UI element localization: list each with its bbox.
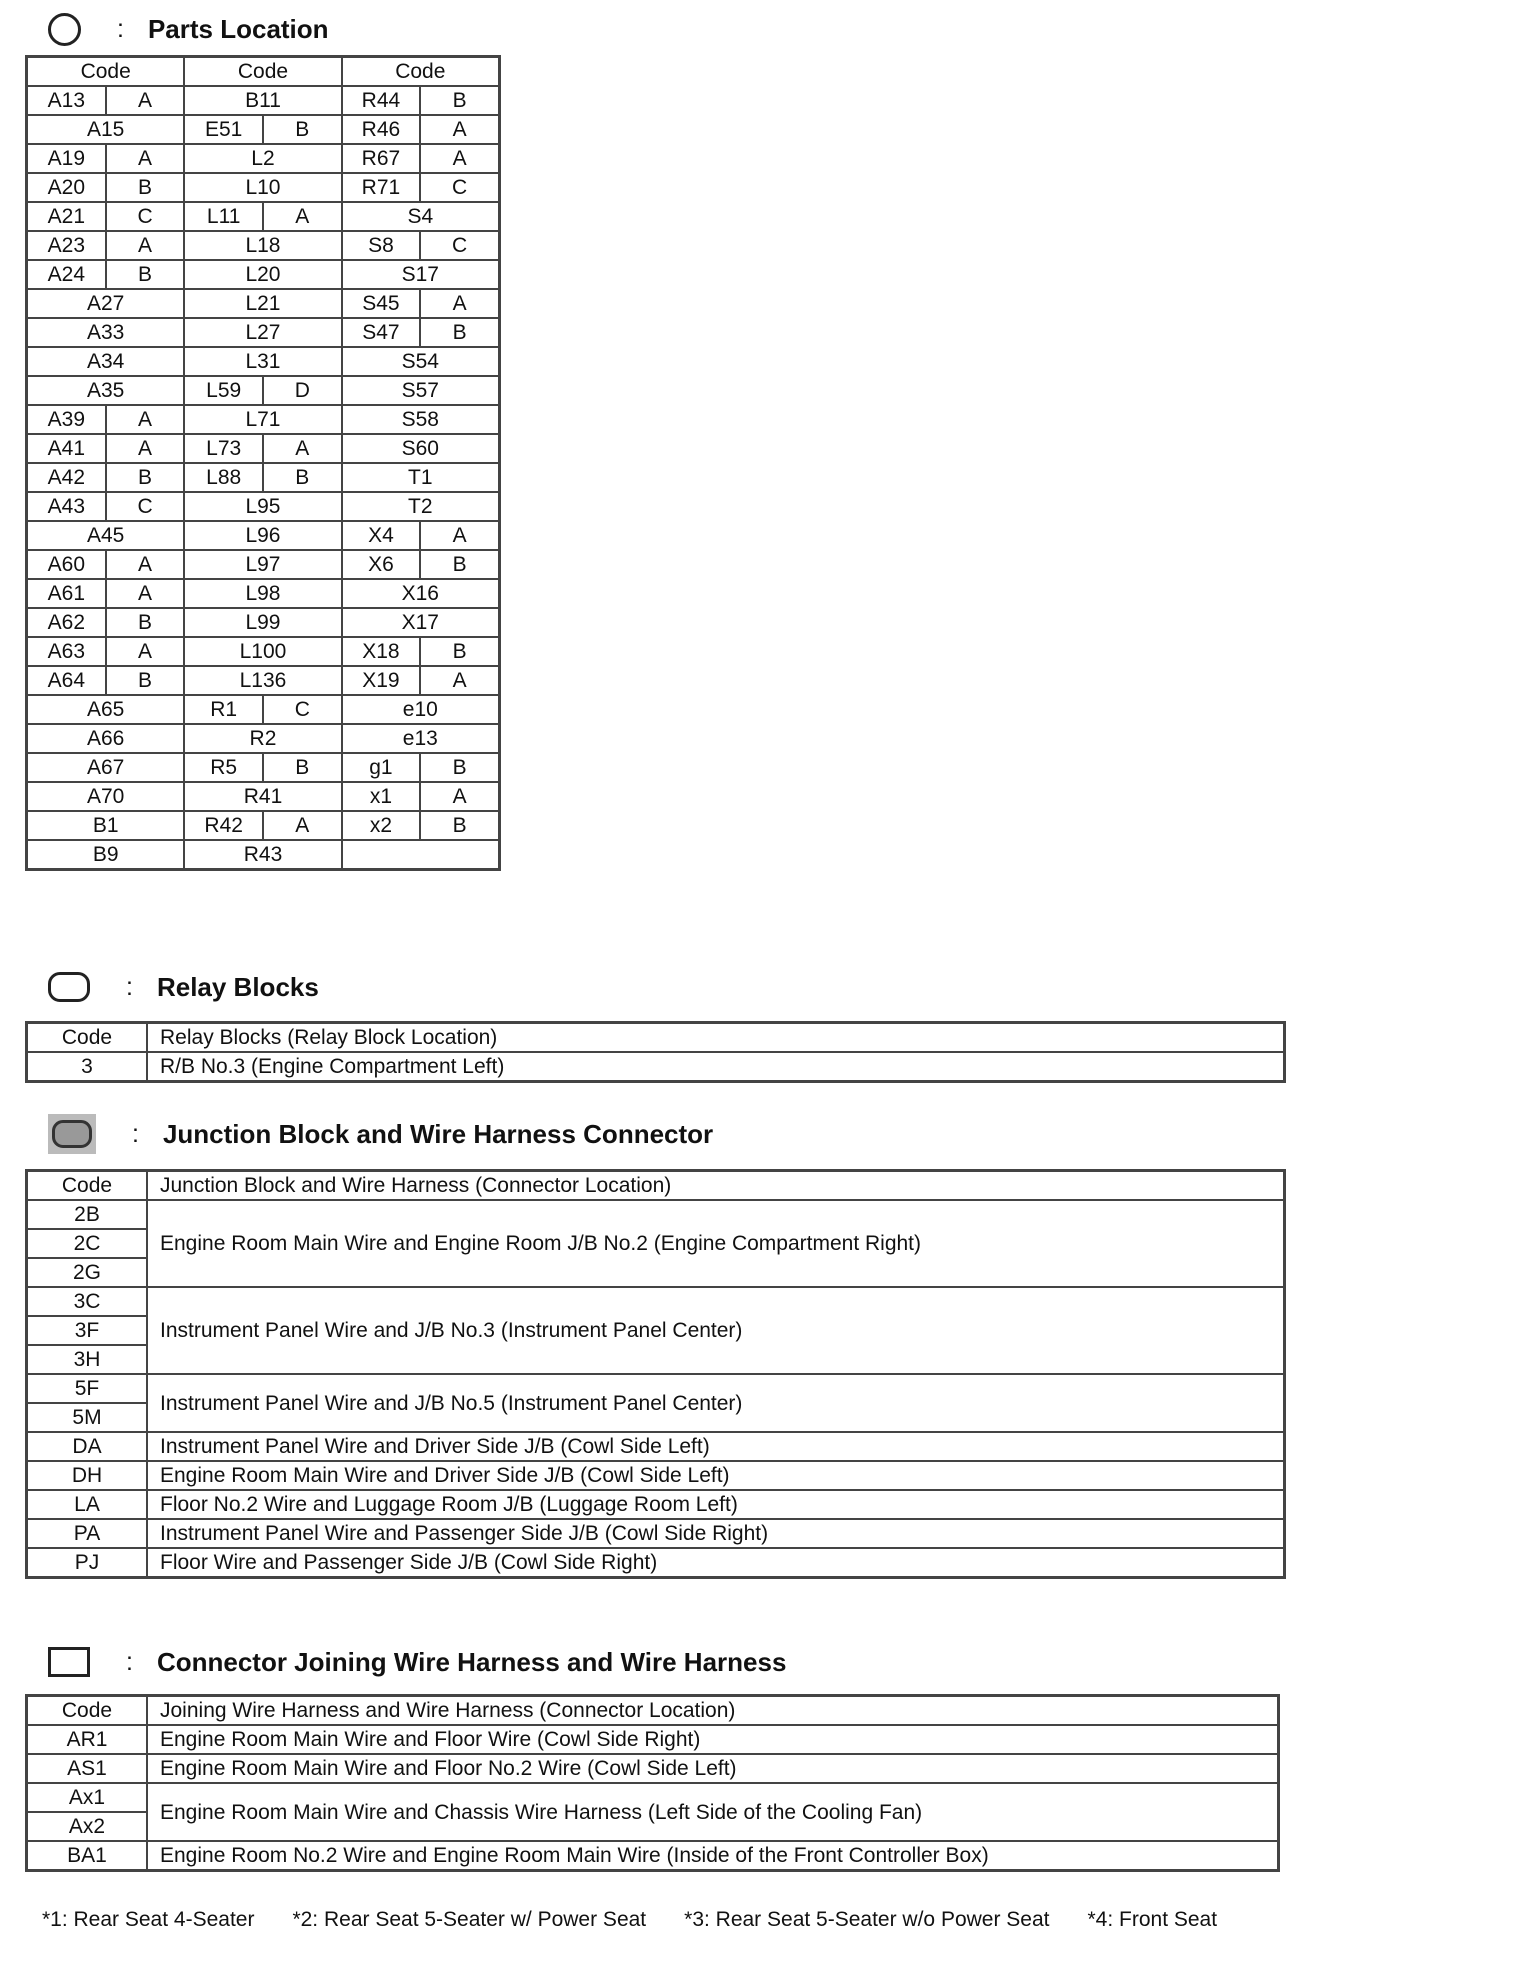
part-location-letter-cell: B bbox=[420, 637, 499, 666]
part-code-cell: L73 bbox=[184, 434, 263, 463]
parts-location-table bbox=[25, 55, 501, 871]
part-code-cell: A61 bbox=[27, 579, 106, 608]
part-code-cell: L2 bbox=[184, 144, 341, 173]
table-row bbox=[27, 724, 500, 753]
part-code-cell: L99 bbox=[184, 608, 341, 637]
part-location-letter-cell: A bbox=[420, 782, 499, 811]
location-column-header: Relay Blocks (Relay Block Location) bbox=[147, 1023, 1285, 1053]
location-description-cell: Floor Wire and Passenger Side J/B (Cowl Side Right) bbox=[147, 1548, 1285, 1578]
junction-block-table bbox=[25, 1169, 1286, 1579]
part-location-letter-cell: B bbox=[106, 463, 185, 492]
part-code-cell: S8 bbox=[342, 231, 421, 260]
part-code-cell: A21 bbox=[27, 202, 106, 231]
location-description-cell: Floor No.2 Wire and Luggage Room J/B (Luggage Room Left) bbox=[147, 1490, 1285, 1519]
part-code-cell: A33 bbox=[27, 318, 185, 347]
table-row bbox=[27, 1052, 1285, 1082]
table-row bbox=[27, 579, 500, 608]
part-code-cell: L11 bbox=[184, 202, 263, 231]
part-code-cell: A70 bbox=[27, 782, 185, 811]
footnotes bbox=[42, 1908, 1217, 1932]
part-code-cell: L27 bbox=[184, 318, 341, 347]
part-code-cell: S57 bbox=[342, 376, 500, 405]
part-location-letter-cell: B bbox=[106, 666, 185, 695]
table-row bbox=[27, 753, 500, 782]
location-description-cell: R/B No.3 (Engine Compartment Left) bbox=[147, 1052, 1285, 1082]
part-code-cell: S47 bbox=[342, 318, 421, 347]
part-location-letter-cell: A bbox=[263, 202, 342, 231]
table-row bbox=[27, 695, 500, 724]
code-cell: BA1 bbox=[27, 1841, 148, 1871]
part-code-cell: S54 bbox=[342, 347, 500, 376]
table-row bbox=[27, 608, 500, 637]
part-location-letter-cell: A bbox=[106, 86, 185, 115]
table-row bbox=[27, 811, 500, 840]
junction-block-symbol-icon bbox=[48, 1114, 96, 1154]
part-code-cell: E51 bbox=[184, 115, 263, 144]
location-description-cell: Instrument Panel Wire and J/B No.5 (Instrument Panel Center) bbox=[147, 1374, 1285, 1432]
part-location-letter-cell: A bbox=[420, 289, 499, 318]
part-location-letter-cell: A bbox=[420, 521, 499, 550]
part-code-cell: R46 bbox=[342, 115, 421, 144]
table-row bbox=[27, 1754, 1279, 1783]
part-code-cell: R71 bbox=[342, 173, 421, 202]
part-code-cell: A24 bbox=[27, 260, 106, 289]
table-row bbox=[27, 347, 500, 376]
part-code-cell: A60 bbox=[27, 550, 106, 579]
part-code-cell: L21 bbox=[184, 289, 341, 318]
part-location-letter-cell: B bbox=[420, 811, 499, 840]
part-code-cell: L71 bbox=[184, 405, 341, 434]
code-column-header: Code bbox=[27, 57, 185, 87]
code-cell: AR1 bbox=[27, 1725, 148, 1754]
part-code-cell: L98 bbox=[184, 579, 341, 608]
part-code-cell: L136 bbox=[184, 666, 341, 695]
junction-section-header: : Junction Block and Wire Harness Connector bbox=[48, 1114, 713, 1154]
part-code-cell: R1 bbox=[184, 695, 263, 724]
code-cell: Ax1 bbox=[27, 1783, 148, 1812]
part-code-cell: A67 bbox=[27, 753, 185, 782]
table-row bbox=[27, 550, 500, 579]
table-row bbox=[27, 463, 500, 492]
code-cell: 2G bbox=[27, 1258, 148, 1287]
part-code-cell: R44 bbox=[342, 86, 421, 115]
code-cell: 3H bbox=[27, 1345, 148, 1374]
part-code-cell: R67 bbox=[342, 144, 421, 173]
part-code-cell: L18 bbox=[184, 231, 341, 260]
relay-section-title: Relay Blocks bbox=[156, 971, 319, 1002]
part-code-cell: A42 bbox=[27, 463, 106, 492]
part-location-letter-cell: C bbox=[106, 492, 185, 521]
table-row bbox=[27, 666, 500, 695]
part-location-letter-cell: C bbox=[420, 173, 499, 202]
part-code-cell: R41 bbox=[184, 782, 341, 811]
part-location-letter-cell: B bbox=[420, 318, 499, 347]
table-row bbox=[27, 405, 500, 434]
table-row bbox=[27, 840, 500, 870]
part-code-cell: X17 bbox=[342, 608, 500, 637]
part-code-cell: e10 bbox=[342, 695, 500, 724]
part-code-cell: L97 bbox=[184, 550, 341, 579]
part-code-cell: T2 bbox=[342, 492, 500, 521]
table-row bbox=[27, 492, 500, 521]
footnote: *4: Front Seat bbox=[1087, 1908, 1218, 1931]
part-code-cell: A19 bbox=[27, 144, 106, 173]
code-cell: 5F bbox=[27, 1374, 148, 1403]
table-row bbox=[27, 86, 500, 115]
part-code-cell: S45 bbox=[342, 289, 421, 318]
relay-blocks-table bbox=[25, 1021, 1286, 1083]
code-cell: DA bbox=[27, 1432, 148, 1461]
table-row bbox=[27, 1841, 1279, 1871]
part-code-cell: X19 bbox=[342, 666, 421, 695]
part-code-cell: B11 bbox=[184, 86, 341, 115]
table-row bbox=[27, 173, 500, 202]
table-row bbox=[27, 144, 500, 173]
part-code-cell: A15 bbox=[27, 115, 185, 144]
part-code-cell: A35 bbox=[27, 376, 185, 405]
connector-joining-table bbox=[25, 1694, 1280, 1872]
table-row bbox=[27, 1374, 1285, 1403]
part-location-letter-cell: B bbox=[106, 608, 185, 637]
parts-section-header: : Parts Location bbox=[48, 9, 329, 49]
part-code-cell: L95 bbox=[184, 492, 341, 521]
part-code-cell: L10 bbox=[184, 173, 341, 202]
part-code-cell: R5 bbox=[184, 753, 263, 782]
part-location-letter-cell: D bbox=[263, 376, 342, 405]
code-column-header: Code bbox=[342, 57, 500, 87]
part-code-cell: T1 bbox=[342, 463, 500, 492]
part-code-cell: S60 bbox=[342, 434, 500, 463]
code-column-header: Code bbox=[184, 57, 341, 87]
part-code-cell: A66 bbox=[27, 724, 185, 753]
code-cell: 2C bbox=[27, 1229, 148, 1258]
location-description-cell: Engine Room Main Wire and Chassis Wire Harness (Left Side of the Cooling Fan) bbox=[147, 1783, 1279, 1841]
parts-section-title: Parts Location bbox=[147, 13, 329, 44]
location-description-cell: Engine Room No.2 Wire and Engine Room Main Wire (Inside of the Front Controller Box) bbox=[147, 1841, 1279, 1871]
footnote: *1: Rear Seat 4-Seater bbox=[42, 1908, 255, 1931]
part-code-cell: A62 bbox=[27, 608, 106, 637]
code-column-header: Code bbox=[27, 1171, 148, 1201]
part-location-letter-cell: A bbox=[263, 434, 342, 463]
part-code-cell: A63 bbox=[27, 637, 106, 666]
part-code-cell: A45 bbox=[27, 521, 185, 550]
part-code-cell: X4 bbox=[342, 521, 421, 550]
table-row bbox=[27, 1725, 1279, 1754]
part-location-letter-cell: B bbox=[106, 260, 185, 289]
part-code-cell: S17 bbox=[342, 260, 500, 289]
table-row bbox=[27, 1519, 1285, 1548]
part-code-cell: X18 bbox=[342, 637, 421, 666]
table-row bbox=[27, 115, 500, 144]
part-location-letter-cell: B bbox=[420, 86, 499, 115]
table-row bbox=[27, 260, 500, 289]
location-description-cell: Engine Room Main Wire and Driver Side J/B (Cowl Side Left) bbox=[147, 1461, 1285, 1490]
code-cell: PJ bbox=[27, 1548, 148, 1578]
part-code-cell: R43 bbox=[184, 840, 341, 870]
location-description-cell: Engine Room Main Wire and Engine Room J/B No.2 (Engine Compartment Right) bbox=[147, 1200, 1285, 1287]
location-description-cell: Instrument Panel Wire and Driver Side J/B (Cowl Side Left) bbox=[147, 1432, 1285, 1461]
part-location-letter-cell: B bbox=[263, 115, 342, 144]
part-code-cell: B9 bbox=[27, 840, 185, 870]
part-code-cell: L100 bbox=[184, 637, 341, 666]
location-description-cell: Instrument Panel Wire and J/B No.3 (Instrument Panel Center) bbox=[147, 1287, 1285, 1374]
table-row bbox=[27, 1287, 1285, 1316]
part-code-cell: A34 bbox=[27, 347, 185, 376]
part-code-cell: A39 bbox=[27, 405, 106, 434]
junction-section-title: Junction Block and Wire Harness Connector bbox=[162, 1118, 714, 1149]
part-location-letter-cell: A bbox=[106, 550, 185, 579]
code-cell: 2B bbox=[27, 1200, 148, 1229]
table-row bbox=[27, 1432, 1285, 1461]
part-code-cell: A13 bbox=[27, 86, 106, 115]
part-code-cell: X6 bbox=[342, 550, 421, 579]
part-code-cell: A41 bbox=[27, 434, 106, 463]
part-location-letter-cell: A bbox=[106, 231, 185, 260]
part-code-cell: L20 bbox=[184, 260, 341, 289]
location-column-header: Joining Wire Harness and Wire Harness (Connector Location) bbox=[147, 1696, 1279, 1726]
connector-symbol-icon bbox=[48, 1647, 90, 1677]
part-code-cell: B1 bbox=[27, 811, 185, 840]
table-row bbox=[27, 376, 500, 405]
part-code-cell: e13 bbox=[342, 724, 500, 753]
connector-section-header: : Connector Joining Wire Harness and Wire Harness bbox=[48, 1642, 786, 1682]
code-cell: 3C bbox=[27, 1287, 148, 1316]
part-location-letter-cell: A bbox=[420, 666, 499, 695]
part-code-cell: g1 bbox=[342, 753, 421, 782]
table-row bbox=[27, 289, 500, 318]
table-row bbox=[27, 1548, 1285, 1578]
table-row bbox=[27, 637, 500, 666]
location-description-cell: Engine Room Main Wire and Floor No.2 Wire (Cowl Side Left) bbox=[147, 1754, 1279, 1783]
part-location-letter-cell: B bbox=[106, 173, 185, 202]
code-cell: 3F bbox=[27, 1316, 148, 1345]
part-code-cell: X16 bbox=[342, 579, 500, 608]
parts-location-symbol-icon bbox=[48, 13, 81, 46]
part-location-letter-cell: B bbox=[263, 463, 342, 492]
part-code-cell: S58 bbox=[342, 405, 500, 434]
code-cell: LA bbox=[27, 1490, 148, 1519]
relay-section-header: : Relay Blocks bbox=[48, 967, 319, 1007]
part-code-cell: A20 bbox=[27, 173, 106, 202]
part-location-letter-cell: A bbox=[420, 144, 499, 173]
part-code-cell: x1 bbox=[342, 782, 421, 811]
part-location-letter-cell: B bbox=[420, 550, 499, 579]
part-location-letter-cell: A bbox=[263, 811, 342, 840]
table-row bbox=[27, 318, 500, 347]
table-row bbox=[27, 202, 500, 231]
part-location-letter-cell: B bbox=[263, 753, 342, 782]
connector-section-title: Connector Joining Wire Harness and Wire Harness bbox=[156, 1646, 787, 1677]
table-row bbox=[27, 1490, 1285, 1519]
part-code-cell: A23 bbox=[27, 231, 106, 260]
part-code-cell: A65 bbox=[27, 695, 185, 724]
code-column-header: Code bbox=[27, 1023, 148, 1053]
part-location-letter-cell: A bbox=[106, 144, 185, 173]
table-row bbox=[27, 1461, 1285, 1490]
part-code-cell: A64 bbox=[27, 666, 106, 695]
part-code-cell: R2 bbox=[184, 724, 341, 753]
part-code-cell: x2 bbox=[342, 811, 421, 840]
location-description-cell: Instrument Panel Wire and Passenger Side J/B (Cowl Side Right) bbox=[147, 1519, 1285, 1548]
location-description-cell: Engine Room Main Wire and Floor Wire (Cowl Side Right) bbox=[147, 1725, 1279, 1754]
relay-block-symbol-icon bbox=[48, 972, 90, 1002]
footnote: *2: Rear Seat 5-Seater w/ Power Seat bbox=[292, 1908, 647, 1931]
code-cell: 5M bbox=[27, 1403, 148, 1432]
part-location-letter-cell: B bbox=[420, 753, 499, 782]
code-cell: AS1 bbox=[27, 1754, 148, 1783]
code-cell: PA bbox=[27, 1519, 148, 1548]
part-code-cell: L59 bbox=[184, 376, 263, 405]
table-row bbox=[27, 1200, 1285, 1229]
code-cell: DH bbox=[27, 1461, 148, 1490]
code-column-header: Code bbox=[27, 1696, 148, 1726]
table-row bbox=[27, 434, 500, 463]
part-code-cell: S4 bbox=[342, 202, 500, 231]
table-row bbox=[27, 231, 500, 260]
part-location-letter-cell: C bbox=[106, 202, 185, 231]
part-code-cell: L88 bbox=[184, 463, 263, 492]
code-cell: 3 bbox=[27, 1052, 148, 1082]
part-location-letter-cell: A bbox=[106, 434, 185, 463]
part-code-cell bbox=[342, 840, 500, 870]
part-location-letter-cell: C bbox=[420, 231, 499, 260]
location-column-header: Junction Block and Wire Harness (Connector Location) bbox=[147, 1171, 1285, 1201]
part-code-cell: R42 bbox=[184, 811, 263, 840]
part-location-letter-cell: A bbox=[106, 637, 185, 666]
code-cell: Ax2 bbox=[27, 1812, 148, 1841]
part-code-cell: L31 bbox=[184, 347, 341, 376]
part-code-cell: A27 bbox=[27, 289, 185, 318]
table-row bbox=[27, 782, 500, 811]
table-row bbox=[27, 1783, 1279, 1812]
part-location-letter-cell: C bbox=[263, 695, 342, 724]
table-row bbox=[27, 521, 500, 550]
footnote: *3: Rear Seat 5-Seater w/o Power Seat bbox=[684, 1908, 1050, 1931]
part-location-letter-cell: A bbox=[106, 405, 185, 434]
part-location-letter-cell: A bbox=[420, 115, 499, 144]
part-code-cell: A43 bbox=[27, 492, 106, 521]
part-code-cell: L96 bbox=[184, 521, 341, 550]
part-location-letter-cell: A bbox=[106, 579, 185, 608]
